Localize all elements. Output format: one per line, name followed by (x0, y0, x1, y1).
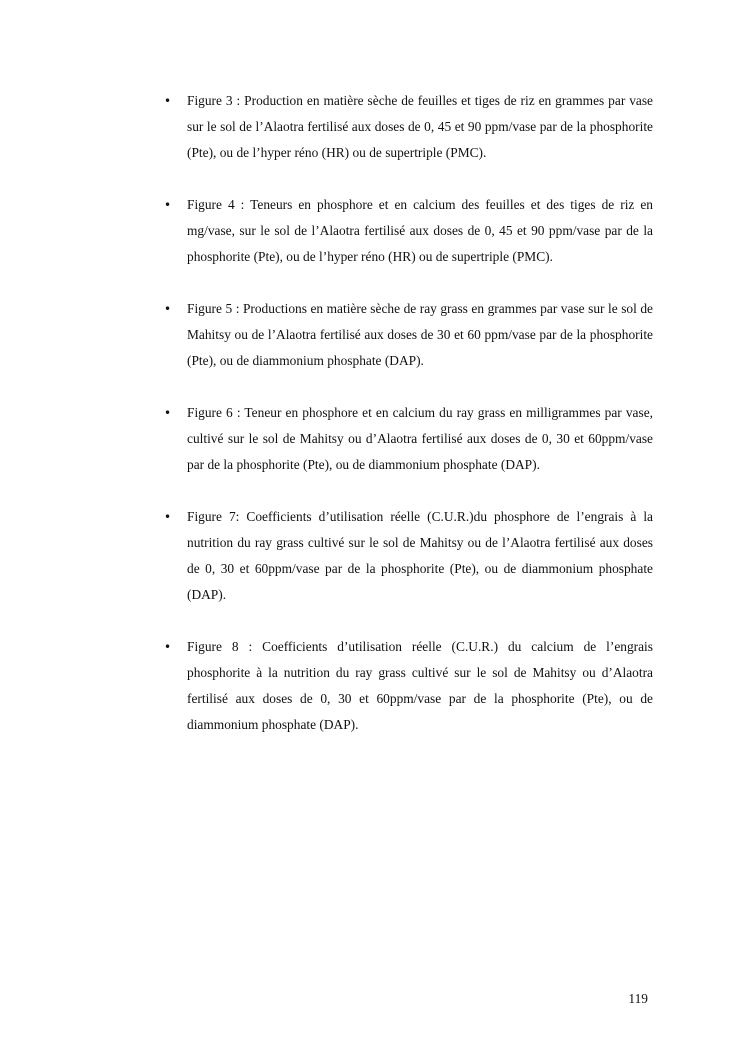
figure-5-caption: Figure 5 : Productions en matière sèche de ray grass en grammes par vase sur le sol de Mahitsy ou de l’Alaotra fertilisé aux doses de 30 et 60 ppm/vase par de la phosphorite (Pte), ou de diammonium phosphate (DAP). (187, 301, 653, 368)
page-number: 119 (628, 991, 648, 1006)
bullet-icon: • (164, 198, 172, 212)
bullet-icon: • (164, 510, 172, 524)
figure-7-entry (164, 504, 653, 608)
figure-3-entry (164, 88, 653, 166)
figure-8-caption: Figure 8 : Coefficients d’utilisation réelle (C.U.R.) du calcium de l’engrais phosphorite à la nutrition du ray grass cultivé sur le sol de Mahitsy ou d’Alaotra fertilisé aux doses de 0, 30 et 60ppm/vase par de la phosphorite (Pte), ou de diammonium phosphate (DAP). (187, 639, 653, 732)
bullet-icon: • (164, 406, 172, 420)
figure-4-entry (164, 192, 653, 270)
figure-list (164, 88, 653, 764)
bullet-icon: • (164, 640, 172, 654)
figure-7-caption: Figure 7: Coefficients d’utilisation réelle (C.U.R.)du phosphore de l’engrais à la nutrition du ray grass cultivé sur le sol de Mahitsy ou de l’Alaotra fertilisé aux doses de 0, 30 et 60ppm/vase par de la phosphorite (Pte), ou de diammonium phosphate (DAP). (187, 509, 653, 602)
figure-5-entry (164, 296, 653, 374)
bullet-icon: • (164, 302, 172, 316)
figure-6-entry (164, 400, 653, 478)
bullet-icon: • (164, 94, 172, 108)
figure-8-entry (164, 634, 653, 738)
figure-3-caption: Figure 3 : Production en matière sèche de feuilles et tiges de riz en grammes par vase sur le sol de l’Alaotra fertilisé aux doses de 0, 45 et 90 ppm/vase par de la phosphorite (Pte), ou de l’hyper réno (HR) ou de supertriple (PMC). (187, 93, 653, 160)
figure-4-caption: Figure 4 : Teneurs en phosphore et en calcium des feuilles et des tiges de riz en mg/vase, sur le sol de l’Alaotra fertilisé aux doses de 0, 45 et 90 ppm/vase par de la phosphorite (Pte), ou de l’hyper réno (HR) ou de supertriple (PMC). (187, 197, 653, 264)
figure-6-caption: Figure 6 : Teneur en phosphore et en calcium du ray grass en milligrammes par vase, cultivé sur le sol de Mahitsy ou d’Alaotra fertilisé aux doses de 0, 30 et 60ppm/vase par de la phosphorite (Pte), ou de diammonium phosphate (DAP). (187, 405, 653, 472)
